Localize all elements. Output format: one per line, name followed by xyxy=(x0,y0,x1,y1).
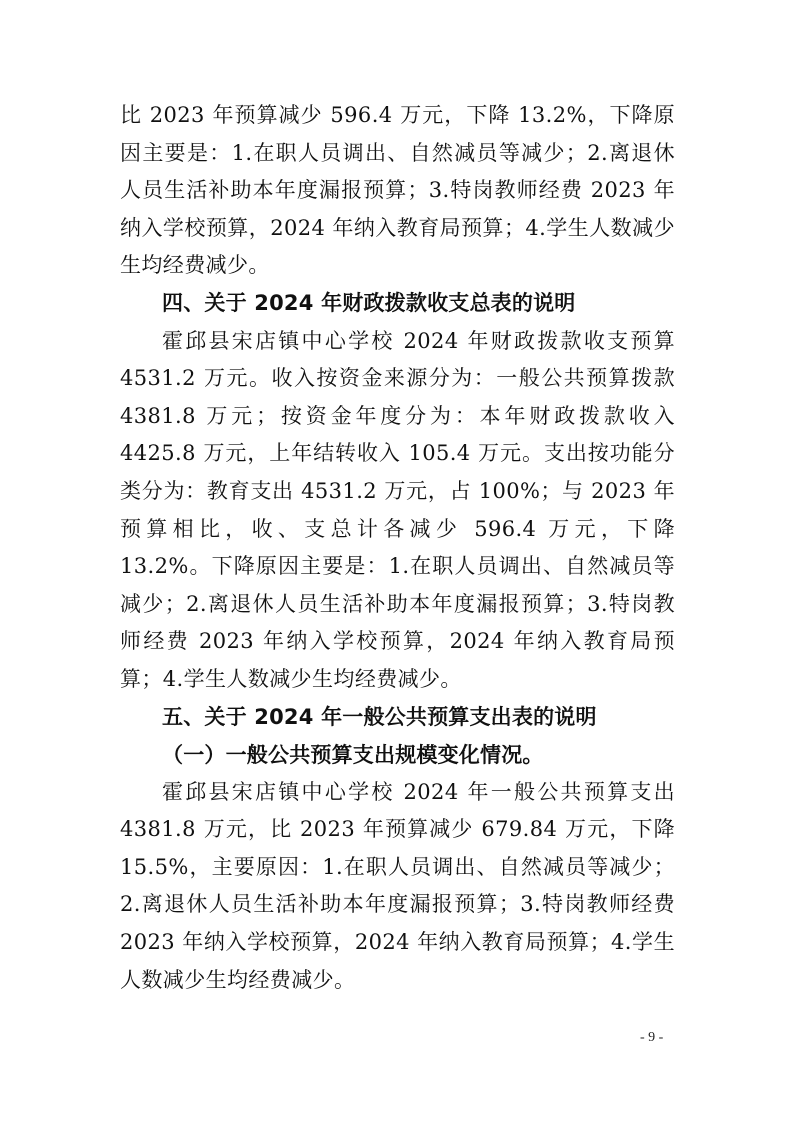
section-heading-five: 五、关于 2024 年一般公共预算支出表的说明 xyxy=(162,704,597,729)
paragraph-budget-decrease-continuation: 比 2023 年预算减少 596.4 万元，下降 13.2%，下降原因主要是：1.在职人员调出、自然减员等减少；2.离退休人员生活补助本年度漏报预算；3.特岗教师经费 2023 年纳入学校预算，2024 年纳入教育局预算；4.学生人数减少生均经费减少。 xyxy=(120,103,675,278)
paragraph-general-budget-expenditure: 霍邱县宋店镇中心学校 2024 年一般公共预算支出 4381.8 万元，比 2023 年预算减少 679.84 万元，下降 15.5%，主要原因：1.在职人员调出、自然减员等减少；2.离退休人员生活补助本年度漏报预算；3.特岗教师经费 2023 年纳入学校预算，2024 年纳入教育局预算；4.学生人数减少生均经费减少。 xyxy=(120,779,675,992)
section-heading-four: 四、关于 2024 年财政拨款收支总表的说明 xyxy=(162,290,576,315)
document-page xyxy=(120,97,675,999)
page-number: - 9 - xyxy=(640,1030,664,1045)
paragraph-fiscal-allocation-summary: 霍邱县宋店镇中心学校 2024 年财政拨款收支预算 4531.2 万元。收入按资金来源分为：一般公共预算拨款 4381.8 万元；按资金年度分为：本年财政拨款收入 4425.8 万元，上年结转收入 105.4 万元。支出按功能分类分为：教育支出 4531.2 万元，占 100%；与 2023 年预算相比，收、支总计各减少 596.4 万元，下降 13.2%。下降原因主要是：1.在职人员调出、自然减员等减少；2.离退休人员生活补助本年度漏报预算；3.特岗教师经费 2023 年纳入学校预算，2024 年纳入教育局预算；4.学生人数减少生均经费减少。 xyxy=(120,328,675,691)
subsection-heading-one: （一）一般公共预算支出规模变化情况。 xyxy=(162,742,544,768)
